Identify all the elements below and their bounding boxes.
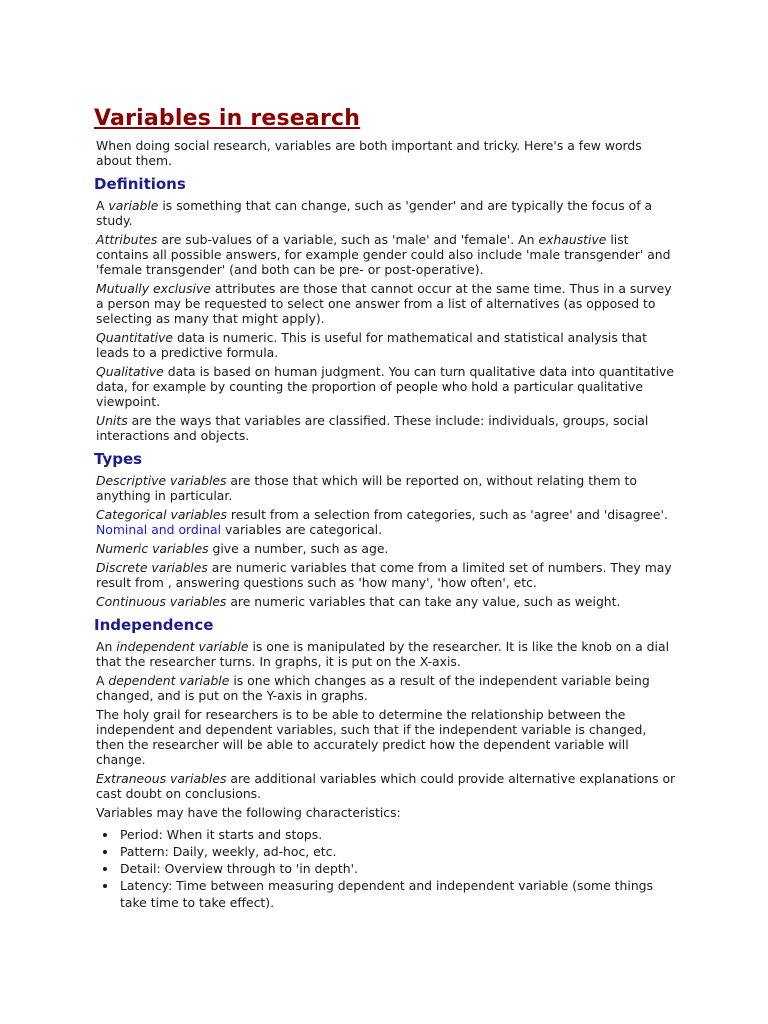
intro-paragraph: When doing social research, variables are both important and tricky. Here's a few words about them. xyxy=(96,138,642,168)
definition-quantitative: Quantitative data is numeric. This is useful for mathematical and statistical analysis that leads to a predictive formula. xyxy=(96,330,647,360)
definition-mutually-exclusive: Mutually exclusive attributes are those that cannot occur at the same time. Thus in a survey a person may be requested to select one answer from a list of alternatives (as opposed to selecting as many that might apply). xyxy=(96,281,672,326)
independence-extraneous: Extraneous variables are additional variables which could provide alternative explanations or cast doubt on conclusions. xyxy=(96,771,676,801)
type-continuous: Continuous variables are numeric variables that can take any value, such as weight. xyxy=(96,594,621,609)
definition-units: Units are the ways that variables are classified. These include: individuals, groups, social interactions and objects. xyxy=(96,413,649,443)
type-numeric: Numeric variables give a number, such as age. xyxy=(96,541,389,556)
characteristics-list xyxy=(96,826,676,911)
list-item: • Detail: Overview through to 'in depth'. xyxy=(118,860,676,877)
heading-independence: Independence xyxy=(94,616,214,634)
list-item: • Pattern: Daily, weekly, ad-hoc, etc. xyxy=(118,843,676,860)
heading-types: Types xyxy=(94,450,143,468)
definition-attributes: Attributes are sub-values of a variable, such as 'male' and 'female'. An exhaustive list contains all possible answers, for example gender could also include 'male transgender' and 'female transgender' (and both can be pre- or post-operative). xyxy=(96,232,671,277)
page-title: Variables in research xyxy=(94,106,361,131)
definition-variable: A variable is something that can change, such as 'gender' and are typically the focus of a study. xyxy=(96,198,653,228)
type-descriptive: Descriptive variables are those that which will be reported on, without relating them to anything in particular. xyxy=(96,473,637,503)
definition-qualitative: Qualitative data is based on human judgment. You can turn qualitative data into quantitative data, for example by counting the proportion of people who hold a particular qualitative viewpoint. xyxy=(96,364,675,409)
nominal-ordinal-link[interactable]: Nominal and ordinal xyxy=(96,522,222,537)
list-item: • Latency: Time between measuring dependent and independent variable (some things take time to take effect). xyxy=(118,877,676,911)
type-categorical: Categorical variables result from a selection from categories, such as 'agree' and 'disagree'. Nominal and ordinal variables are categorical. xyxy=(96,507,668,537)
independence-dependent-variable: A dependent variable is one which changes as a result of the independent variable being changed, and is put on the Y-axis in graphs. xyxy=(96,673,650,703)
independence-holy-grail: The holy grail for researchers is to be able to determine the relationship between the independent and dependent variables, such that if the independent variable is changed, then the researcher will be able to accurately predict how the dependent variable will change. xyxy=(96,707,647,767)
heading-definitions: Definitions xyxy=(94,175,186,193)
independence-independent-variable: An independent variable is one is manipulated by the researcher. It is like the knob on a dial that the researcher turns. In graphs, it is put on the X-axis. xyxy=(96,639,670,669)
type-discrete: Discrete variables are numeric variables that come from a limited set of numbers. They may result from , answering questions such as 'how many', 'how often', etc. xyxy=(96,560,672,590)
list-item: • Period: When it starts and stops. xyxy=(118,826,676,843)
article xyxy=(96,104,676,911)
characteristics-intro: Variables may have the following characteristics: xyxy=(96,805,401,820)
